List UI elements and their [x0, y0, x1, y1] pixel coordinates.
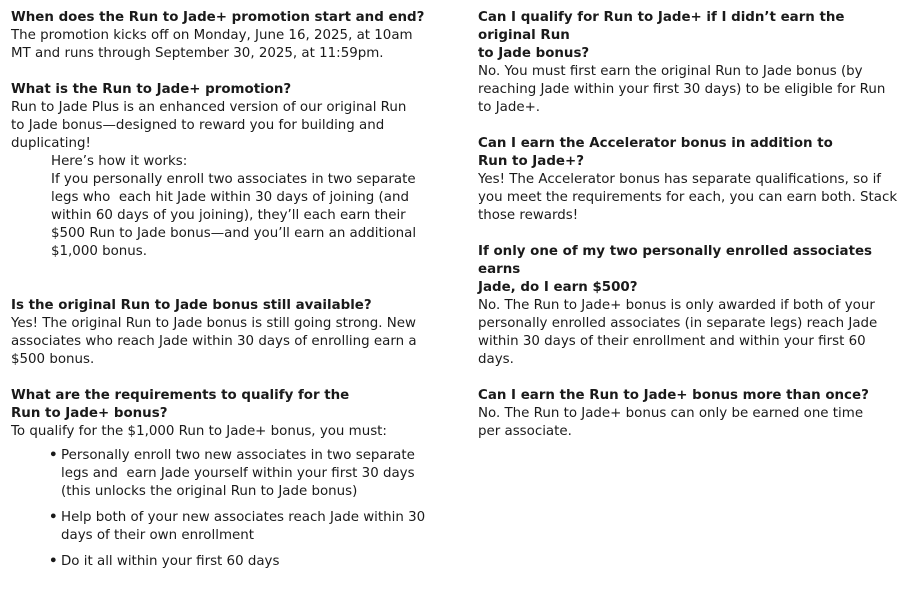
faq-what-is: [11, 81, 451, 261]
answer-line: No. The Run to Jade+ bonus is only awarded if both of your: [478, 298, 875, 313]
requirement-line: Personally enroll two new associates in two separate: [61, 448, 415, 463]
answer-line: days.: [478, 352, 514, 367]
requirement-line: days of their own enrollment: [61, 528, 254, 543]
answer-line: Yes! The original Run to Jade bonus is still going strong. New: [11, 316, 416, 331]
answer-line: to Jade+.: [478, 100, 541, 115]
question-line: Run to Jade+ bonus?: [11, 406, 168, 421]
requirement-line: legs and earn Jade yourself within your first 30 days: [61, 466, 415, 481]
answer-only-one: [478, 297, 898, 369]
faq-more-than-once: [478, 387, 898, 441]
answer-accelerator: [478, 171, 898, 225]
faq-accelerator: [478, 135, 898, 225]
how-it-works: [51, 153, 451, 261]
answer-line: those rewards!: [478, 208, 579, 223]
answer-line: Yes! The Accelerator bonus has separate qualifications, so if: [478, 172, 881, 187]
question-more-than-once: Can I earn the Run to Jade+ bonus more than once?: [478, 388, 869, 403]
answer-promo-dates: [11, 27, 451, 63]
answer-qualify-without: [478, 63, 898, 117]
how-line: legs who each hit Jade within 30 days of joining (and: [51, 190, 409, 205]
requirement-item: [49, 447, 451, 501]
question-still-available: Is the original Run to Jade bonus still available?: [11, 298, 372, 313]
requirement-item: [49, 509, 451, 545]
question-line: Can I earn the Accelerator bonus in addition to: [478, 136, 833, 151]
question-promo-dates: When does the Run to Jade+ promotion start and end?: [11, 10, 425, 25]
faq-requirements: [11, 387, 451, 571]
question-line: Run to Jade+?: [478, 154, 584, 169]
answer-line: personally enrolled associates (in separate legs) reach Jade: [478, 316, 878, 331]
requirement-line: (this unlocks the original Run to Jade bonus): [61, 484, 358, 499]
answer-line: to Jade bonus—designed to reward you for building and: [11, 118, 385, 133]
faq-promo-dates: [11, 9, 451, 63]
answer-line: reaching Jade within your first 30 days) to be eligible for Run: [478, 82, 886, 97]
how-it-works-heading: Here’s how it works:: [51, 154, 188, 169]
faq-still-available: [11, 297, 451, 369]
question-line: What are the requirements to qualify for the: [11, 388, 350, 403]
how-line: If you personally enroll two associates in two separate: [51, 172, 416, 187]
answer-line: duplicating!: [11, 136, 91, 151]
answer-line: No. You must first earn the original Run to Jade bonus (by: [478, 64, 863, 79]
how-line: within 60 days of you joining), they’ll each earn their: [51, 208, 406, 223]
answer-line: per associate.: [478, 424, 572, 439]
answer-line: $500 bonus.: [11, 352, 95, 367]
answer-line: you meet the requirements for each, you can earn both. Stack: [478, 190, 898, 205]
requirement-line: Do it all within your first 60 days: [61, 554, 280, 569]
question-accelerator: [478, 135, 898, 171]
faq-right-column: [478, 9, 898, 459]
answer-line: associates who reach Jade within 30 days of enrolling earn a: [11, 334, 417, 349]
question-line: If only one of my two personally enrolled associates earns: [478, 244, 873, 277]
answer-line: The promotion kicks off on Monday, June 16, 2025, at 10am: [11, 28, 413, 43]
answer-line: MT and runs through September 30, 2025, at 11:59pm.: [11, 46, 384, 61]
answer-line: Run to Jade Plus is an enhanced version of our original Run: [11, 100, 407, 115]
question-requirements: [11, 387, 451, 423]
answer-what-is: [11, 99, 451, 153]
requirements-list: [11, 447, 451, 571]
question-line: Can I qualify for Run to Jade+ if I didn’t earn the original Run: [478, 10, 845, 43]
answer-line: No. The Run to Jade+ bonus can only be earned one time: [478, 406, 864, 421]
question-what-is: What is the Run to Jade+ promotion?: [11, 82, 292, 97]
requirements-intro: To qualify for the $1,000 Run to Jade+ bonus, you must:: [11, 424, 387, 439]
faq-left-column: [11, 9, 451, 589]
question-only-one: [478, 243, 898, 297]
how-line: $500 Run to Jade bonus—and you’ll earn an additional: [51, 226, 417, 241]
requirement-line: Help both of your new associates reach Jade within 30: [61, 510, 426, 525]
answer-still-available: [11, 315, 451, 369]
faq-qualify-without: [478, 9, 898, 117]
faq-only-one: [478, 243, 898, 369]
requirement-item: [49, 553, 451, 571]
question-line: to Jade bonus?: [478, 46, 590, 61]
question-qualify-without: [478, 9, 898, 63]
question-line: Jade, do I earn $500?: [478, 280, 638, 295]
answer-line: within 30 days of their enrollment and within your first 60: [478, 334, 866, 349]
how-line: $1,000 bonus.: [51, 244, 148, 259]
answer-more-than-once: [478, 405, 898, 441]
